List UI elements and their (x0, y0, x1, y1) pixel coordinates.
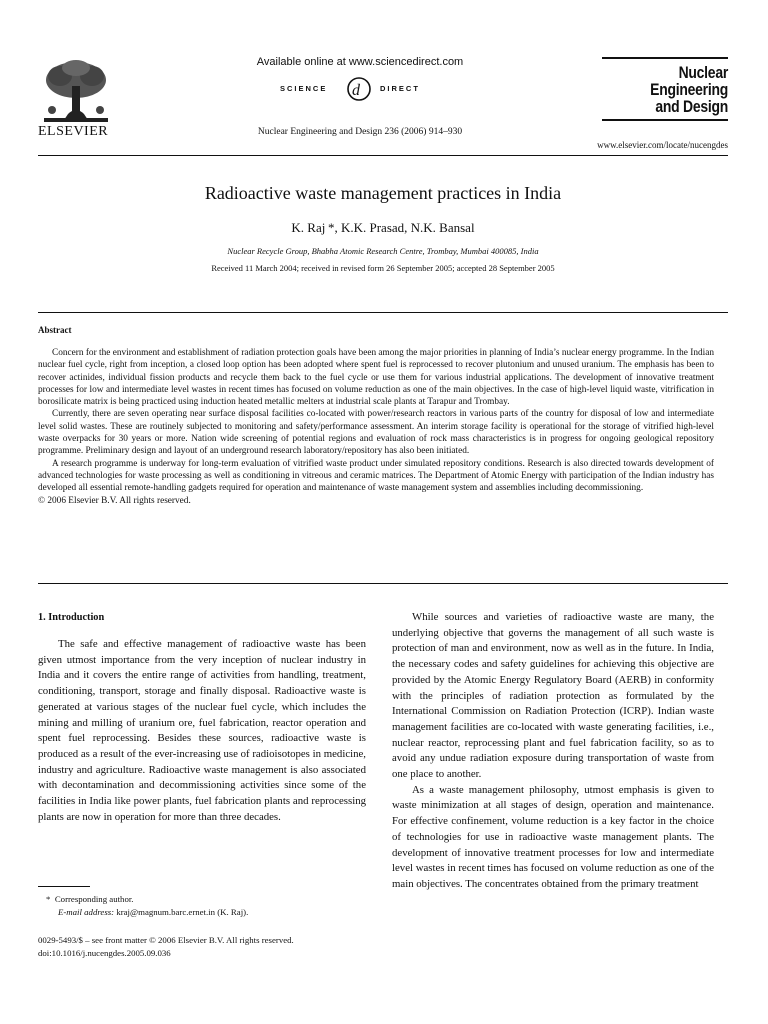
footnote-marker: * (46, 894, 51, 904)
right-column (392, 610, 714, 893)
doi-line[interactable]: doi:10.1016/j.nucengdes.2005.09.036 (38, 948, 171, 958)
header-divider (38, 155, 728, 156)
footnote-divider (38, 886, 90, 887)
issn-line: 0029-5493/$ – see front matter © 2006 Elsevier B.V. All rights reserved. (38, 935, 294, 945)
left-column (38, 610, 366, 825)
available-online-text[interactable]: Available online at www.sciencedirect.com (256, 56, 464, 68)
abstract-copyright: © 2006 Elsevier B.V. All rights reserved. (38, 495, 191, 506)
author-affiliation: Nuclear Recycle Group, Bhabha Atomic Research Centre, Trombay, Mumbai 400085, India (227, 246, 539, 256)
abstract-top-divider (38, 312, 728, 313)
abstract-paragraph: Currently, there are seven operating near surface disposal facilities co-located with power/research reactors in various parts of the country for disposal of low and intermediate level solid wastes. These are routinely subjected to monitoring and safety/performance assessment. An interim storage facility is operational for the storage of vitrified high-level waste overpacks for 30 years or more. Nation wide screening of potential regions and evaluation of rock mass characteristics is in progress for ongoing geological repository programme. Preliminary design and layout of an underground research laboratory/repository has also been initiated. (38, 409, 714, 457)
publisher-name: ELSEVIER (38, 124, 109, 139)
article-title: Radioactive waste management practices in India (204, 183, 562, 203)
email-address[interactable]: kraj@magnum.barc.ernet.in (K. Raj). (116, 906, 249, 917)
footnote (46, 893, 248, 918)
sciencedirect-left-word: SCIENCE (280, 84, 328, 93)
received-dates: Received 11 March 2004; received in revised form 26 September 2005; accepted 28 September 2005 (211, 263, 555, 273)
abstract-bottom-divider (38, 583, 728, 584)
article-authors: K. Raj *, K.K. Prasad, N.K. Bansal (291, 220, 475, 235)
footnote-text: Corresponding author. (54, 894, 134, 904)
body-paragraph: While sources and varieties of radioactive waste are many, the underlying objective that governs the management of all such waste is protection of man and environment, now as well as in the future. In India, the necessary codes and safety guidelines for achieving this objective are provided by the Atomic Energy Regulatory Board (AERB) in conformity with the principles of radiation protection as formulated by the International Commission on Radiation Protection (ICRP). Indian waste management facilities are co-located with waste generating facilities, i.e., nuclear reactor, reprocessing plant and fuel fabrication facility, so as to avoid any undue radiation exposure during transportation of waste from one place to another. (392, 611, 714, 781)
body-paragraph: As a waste management philosophy, utmost emphasis is given to waste minimization at all stages of design, operation and maintenance. For effective confinement, volume reduction is a key factor in the choice of technologies for use in radioactive waste management plants. The development of innovative treatment processes for low and intermediate level wastes in recent times has focused on volume reduction as one of the main objectives. The concentrates obtained from the primary treatment (392, 783, 714, 890)
abstract-heading: Abstract (38, 325, 72, 335)
sciencedirect-logo (262, 76, 462, 102)
body-paragraph: The safe and effective management of radioactive waste has been given utmost importance from the very inception of nuclear industry in India and it covers the entire range of activities from handling, treatment, conditioning, transport, storage and finally disposal. Radioactive waste is generated at various stages of the nuclear fuel cycle, which includes the mining and milling of uranium ore, fuel fabrication, reactor operation and spent fuel reprocessing. Besides these sources, radioactive waste is produced as a result of the ever-increasing use of radioisotopes in medicine, industry and agriculture. Radioactive waste management is also associated with decontamination and decommissioning activities since some of the facilities in India like power plants, fuel fabrication plants and reprocessing plants are now in operation for more than three decades. (38, 638, 366, 823)
sciencedirect-right-word: DIRECT (380, 84, 420, 93)
email-label: E-mail address: (58, 906, 115, 917)
abstract-paragraph: Concern for the environment and establishment of radiation protection goals have been among the major priorities in planning of India’s nuclear energy programme. In the Indian nuclear fuel cycle, right from inception, a closed loop option has been adopted where spent fuel is reprocessed to recover plutonium and unused uranium. The emphasis has been to recover actinides, individual fission products and recycle them back to the fuel cycle or use them for various industrial applications. The development of innovative treatment processes for low and intermediate level wastes in recent times has focused on volume reduction as one of the main objectives. In the case of high-level liquid waste, vitrification in borosilicate matrix is being practiced using induction heated metallic melters at industrial scale plants at Tarapur and Trombay. (38, 348, 714, 408)
section-heading-introduction: 1. Introduction (38, 612, 105, 623)
journal-title-line-3: and Design (655, 97, 728, 116)
sciencedirect-d-icon (344, 76, 374, 102)
journal-title-box (602, 57, 728, 121)
journal-citation: Nuclear Engineering and Design 236 (2006) 914–930 (257, 127, 463, 137)
abstract-paragraph: A research programme is underway for long-term evaluation of vitrified waste product under simulated repository conditions. Research is also directed towards development of advanced technologies for waste processing as well as conditioning in vitreous and ceramic matrices. The Department of Atomic Energy with participation of the Indian industry has developed all essential remote-handling gadgets required for operation and maintenance of waste management system and assemblies including decommissioning. (38, 458, 714, 494)
svg-text:d: d (352, 82, 360, 99)
journal-url[interactable]: www.elsevier.com/locate/nucengdes (597, 140, 728, 150)
journal-title-line-2: Engineering (650, 80, 728, 99)
elsevier-tree-logo (38, 58, 114, 126)
front-matter-info (38, 934, 294, 960)
journal-title-line-1: Nuclear (678, 63, 728, 82)
abstract-body (38, 347, 714, 507)
